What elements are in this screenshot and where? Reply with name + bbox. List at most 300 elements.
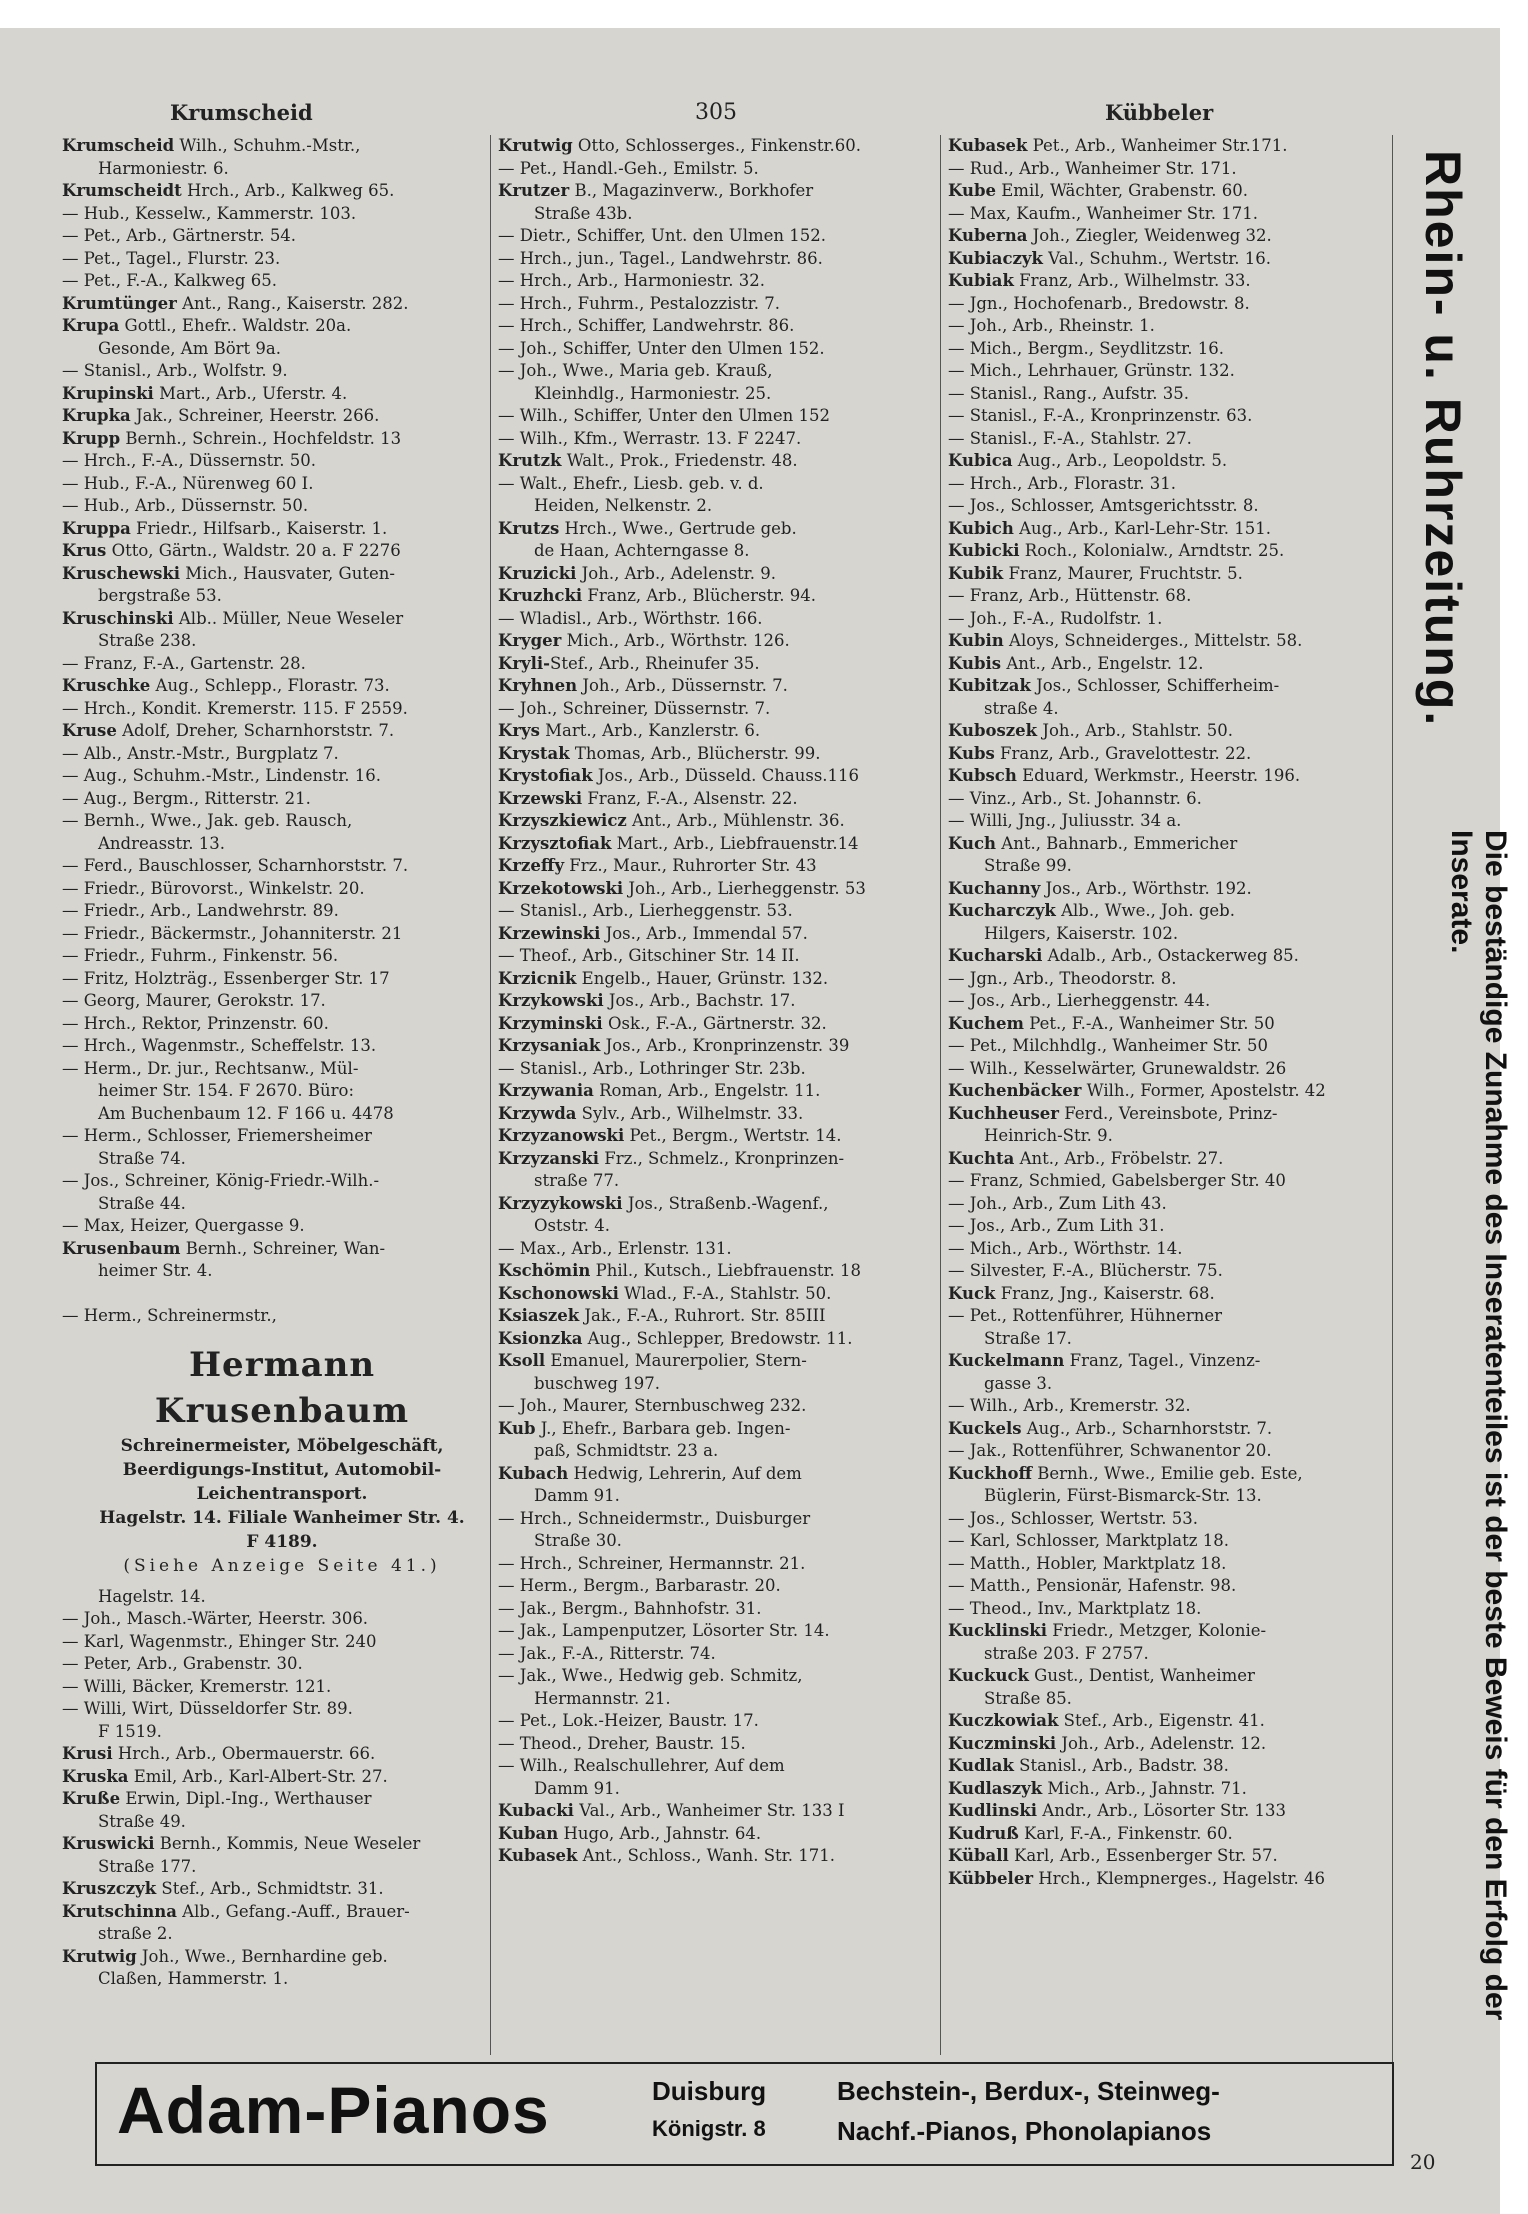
directory-entry <box>498 1395 938 1418</box>
directory-entry <box>62 1631 502 1654</box>
entry-details: Eduard, Werkmstr., Heerstr. 196. <box>1016 766 1301 785</box>
directory-entry <box>948 1643 1388 1666</box>
entry-details: Aug., Schlepp., Florastr. 73. <box>150 676 390 695</box>
directory-entry <box>948 225 1388 248</box>
directory-entry <box>62 855 502 878</box>
entry-surname: Krumtünger <box>62 293 177 313</box>
entry-details: — Vinz., Arb., St. Johannstr. 6. <box>948 788 1202 808</box>
entry-surname: Kucharczyk <box>948 901 1056 920</box>
directory-entry <box>62 315 502 338</box>
entry-details: — Wilh., Arb., Kremerstr. 32. <box>948 1396 1191 1415</box>
entry-details: — Hrch., jun., Tagel., Landwehrstr. 86. <box>498 248 823 268</box>
entry-surname: Kuboszek <box>948 721 1038 740</box>
entry-details: Joh., Ziegler, Weidenweg 32. <box>1027 226 1272 245</box>
entry-surname: Krzykowski <box>498 991 604 1010</box>
entry-surname: Krzyzanski <box>498 1148 600 1168</box>
entry-list-1 <box>62 135 502 1328</box>
entry-surname: Krumscheidt <box>62 181 182 200</box>
entry-surname: Kuchem <box>948 1013 1024 1033</box>
directory-entry <box>62 698 502 721</box>
entry-details: Jos., Schlosser, Schifferheim- <box>1030 676 1280 695</box>
header-right-keyword: Kübbeler <box>1105 100 1214 125</box>
header-left-keyword: Krumscheid <box>170 100 313 125</box>
entry-details: Jak., F.-A., Ruhrort. Str. 85III <box>579 1306 826 1325</box>
entry-details <box>62 1284 67 1303</box>
directory-entry <box>498 788 938 811</box>
directory-entry <box>948 1170 1388 1193</box>
entry-details: — Friedr., Arb., Landwehrstr. 89. <box>62 901 339 920</box>
ad-line: Leichentransport. <box>196 1483 368 1504</box>
directory-entry <box>948 1778 1388 1801</box>
entry-details: Straße 30. <box>534 1531 622 1550</box>
entry-surname: Kubsch <box>948 766 1017 785</box>
entry-surname: Kubiak <box>948 271 1014 290</box>
directory-entry <box>62 990 502 1013</box>
entry-details: Phil., Kutsch., Liebfrauenstr. 18 <box>590 1261 862 1280</box>
directory-entry <box>62 1283 502 1306</box>
entry-surname: Kryger <box>498 631 562 650</box>
entry-details: Jos., Arb., Bachstr. 17. <box>603 991 796 1010</box>
directory-entry <box>498 1575 938 1598</box>
entry-surname: Küball <box>948 1846 1009 1865</box>
directory-entry <box>498 1665 938 1688</box>
entry-details: — Pet., Tagel., Flurstr. 23. <box>62 248 281 268</box>
entry-surname: Kubach <box>498 1463 569 1483</box>
newspaper-slogan: Die beständige Zunahme des Inseratenteiles ist der beste Beweis für den Erfolg der Inserate. <box>1445 830 1512 2021</box>
entry-surname: Kruzicki <box>498 563 577 583</box>
directory-entry <box>948 540 1388 563</box>
directory-entry <box>62 225 502 248</box>
directory-entry <box>948 1733 1388 1756</box>
entry-details: Jos., Arb., Kronprinzenstr. 39 <box>600 1036 850 1055</box>
entry-surname: Kubin <box>948 631 1004 650</box>
directory-entry <box>62 833 502 856</box>
entry-details: — Hrch., Fuhrm., Pestalozzistr. 7. <box>498 293 780 313</box>
directory-entry <box>498 158 938 181</box>
directory-entry <box>948 1463 1388 1486</box>
entry-details: — Hrch., F.-A., Düssernstr. 50. <box>62 451 316 470</box>
directory-entry <box>498 248 938 271</box>
directory-entry <box>948 1148 1388 1171</box>
entry-surname: Krzyminski <box>498 1013 603 1033</box>
entry-surname: Kube <box>948 181 997 200</box>
directory-entry <box>948 585 1388 608</box>
directory-entry <box>498 1013 938 1036</box>
entry-details: heimer Str. 4. <box>98 1261 213 1280</box>
directory-entry <box>62 945 502 968</box>
ad-line: Beerdigungs-Institut, Automobil- <box>122 1459 442 1480</box>
entry-details: Roman, Arb., Engelstr. 11. <box>593 1081 821 1100</box>
entry-details: Alb.. Müller, Neue Weseler <box>173 608 404 628</box>
directory-entry <box>62 788 502 811</box>
entry-details: Aug., Arb., Leopoldstr. 5. <box>1012 451 1228 470</box>
entry-details: Ant., Bahnarb., Emmericher <box>996 833 1238 853</box>
entry-details: Hedwig, Lehrerin, Auf dem <box>568 1463 802 1483</box>
entry-details: — Silvester, F.-A., Blücherstr. 75. <box>948 1261 1223 1280</box>
entry-surname: Kruppa <box>62 518 131 538</box>
directory-entry <box>62 675 502 698</box>
entry-details: — Joh., Maurer, Sternbuschweg 232. <box>498 1396 807 1415</box>
directory-entry <box>62 1676 502 1699</box>
entry-details: Hermannstr. 21. <box>534 1688 671 1708</box>
entry-details: Otto, Gärtn., Waldstr. 20 a. F 2276 <box>106 541 401 560</box>
entry-details: Damm 91. <box>534 1778 620 1798</box>
entry-surname: Kruswicki <box>62 1834 155 1853</box>
directory-entry <box>498 1553 938 1576</box>
entry-surname: Kryhnen <box>498 676 578 695</box>
entry-details: — Hub., Arb., Düssernstr. 50. <box>62 496 309 515</box>
directory-entry <box>498 630 938 653</box>
entry-details: bergstraße 53. <box>98 586 222 605</box>
directory-entry <box>948 1418 1388 1441</box>
piano-brands-line: Bechstein-, Berdux-, Steinweg- <box>837 2076 1220 2106</box>
directory-entry <box>62 360 502 383</box>
directory-entry <box>948 1710 1388 1733</box>
entry-surname: Kucklinski <box>948 1621 1047 1640</box>
entry-details: Franz, Arb., Gravelottestr. 22. <box>994 743 1252 763</box>
entry-details: Straße 17. <box>984 1328 1072 1348</box>
entry-details: Thomas, Arb., Blücherstr. 99. <box>569 743 821 763</box>
entry-details: — Hrch., Schreiner, Hermannstr. 21. <box>498 1553 806 1573</box>
directory-entry <box>948 518 1388 541</box>
entry-details: Adalb., Arb., Ostackerweg 85. <box>1042 946 1299 965</box>
entry-surname: Krupka <box>62 406 131 425</box>
directory-entry <box>62 1788 502 1811</box>
directory-entry <box>948 698 1388 721</box>
entry-list-2 <box>498 135 938 1868</box>
entry-details: Straße 99. <box>984 856 1072 875</box>
entry-details: Franz, Maurer, Fruchtstr. 5. <box>1003 563 1243 583</box>
piano-city: Duisburg <box>652 2076 767 2106</box>
entry-details: — Hrch., Arb., Florastr. 31. <box>948 473 1177 493</box>
directory-entry <box>498 473 938 496</box>
directory-entry <box>62 1013 502 1036</box>
directory-entry <box>62 540 502 563</box>
entry-details: Franz, Jng., Kaiserstr. 68. <box>995 1283 1215 1303</box>
entry-details: — Herm., Schreinermstr., <box>62 1306 277 1325</box>
directory-entry <box>498 338 938 361</box>
directory-entry <box>498 1530 938 1553</box>
entry-details: — Willi, Jng., Juliusstr. 34 a. <box>948 811 1182 830</box>
footer-number: 20 <box>1410 2150 1436 2174</box>
entry-details: — Wilh., Schiffer, Unter den Ulmen 152 <box>498 406 831 425</box>
entry-details: Franz, Tagel., Vinzenz- <box>1064 1351 1261 1370</box>
entry-details: — Jak., Wwe., Hedwig geb. Schmitz, <box>498 1666 803 1685</box>
directory-entry <box>948 1800 1388 1823</box>
directory-entry <box>498 1035 938 1058</box>
entry-surname: Krupp <box>62 428 121 448</box>
entry-details: — Matth., Pensionär, Hafenstr. 98. <box>948 1576 1237 1595</box>
entry-details: — Wilh., Realschullehrer, Auf dem <box>498 1756 785 1775</box>
entry-details: — Jak., Lampenputzer, Lösorter Str. 14. <box>498 1621 830 1640</box>
entry-details: Bernh., Schreiner, Wan- <box>180 1238 386 1258</box>
directory-entry <box>62 1811 502 1834</box>
directory-entry <box>62 1743 502 1766</box>
directory-entry <box>948 900 1388 923</box>
entry-details: — Stanisl., F.-A., Kronprinzenstr. 63. <box>948 406 1253 425</box>
entry-details: — Theod., Inv., Marktplatz 18. <box>948 1598 1202 1618</box>
directory-entry <box>948 743 1388 766</box>
directory-entry <box>62 135 502 158</box>
entry-details: — Franz, Schmied, Gabelsberger Str. 40 <box>948 1171 1286 1190</box>
directory-entry <box>948 1215 1388 1238</box>
entry-details: — Peter, Arb., Grabenstr. 30. <box>62 1654 303 1673</box>
directory-entry <box>498 1688 938 1711</box>
entry-details: Straße 85. <box>984 1688 1072 1708</box>
entry-details: — Stanisl., F.-A., Stahlstr. 27. <box>948 428 1192 448</box>
directory-entry <box>498 1215 938 1238</box>
entry-details: B., Magazinverw., Borkhofer <box>569 181 814 200</box>
entry-details: — Hrch., Rektor, Prinzenstr. 60. <box>62 1013 329 1033</box>
entry-details: Heinrich-Str. 9. <box>984 1126 1113 1145</box>
entry-details: — Stanisl., Rang., Aufstr. 35. <box>948 383 1190 403</box>
directory-entry <box>498 585 938 608</box>
entry-details: Franz, Arb., Wilhelmstr. 33. <box>1013 271 1251 290</box>
directory-entry <box>498 878 938 901</box>
directory-entry <box>498 1778 938 1801</box>
directory-entry <box>62 338 502 361</box>
entry-details: — Rud., Arb., Wanheimer Str. 171. <box>948 158 1237 178</box>
entry-details: Alb., Wwe., Joh. geb. <box>1055 901 1235 920</box>
entry-details: — Matth., Hobler, Marktplatz 18. <box>948 1553 1227 1573</box>
entry-details: — Willi, Wirt, Düsseldorfer Str. 89. <box>62 1699 353 1718</box>
directory-entry <box>498 1733 938 1756</box>
entry-surname: Krupinski <box>62 383 154 403</box>
entry-details: Emanuel, Maurerpolier, Stern- <box>545 1351 807 1370</box>
directory-entry <box>498 810 938 833</box>
entry-details: Gesonde, Am Bört 9a. <box>98 338 281 358</box>
directory-entry <box>498 518 938 541</box>
entry-surname: Kruße <box>62 1789 121 1808</box>
entry-details: — Wilh., Kesselwärter, Grunewaldstr. 26 <box>948 1058 1287 1078</box>
entry-surname: Krusi <box>62 1744 113 1763</box>
directory-entry <box>948 653 1388 676</box>
entry-details: Straße 177. <box>98 1856 197 1876</box>
directory-entry <box>498 270 938 293</box>
entry-details: — Pet., Arb., Gärtnerstr. 54. <box>62 226 297 245</box>
entry-details: Büglerin, Fürst-Bismarck-Str. 13. <box>984 1486 1262 1505</box>
directory-entry <box>62 765 502 788</box>
directory-entry <box>948 990 1388 1013</box>
entry-details: — Herm., Dr. jur., Rechtsanw., Mül- <box>62 1058 359 1078</box>
directory-entry <box>498 495 938 518</box>
entry-details: — Aug., Bergm., Ritterstr. 21. <box>62 788 311 808</box>
directory-entry <box>948 1440 1388 1463</box>
entry-details: Roch., Kolonialw., Arndtstr. 25. <box>1019 541 1285 560</box>
entry-details: Stef., Arb., Rheinufer 35. <box>550 653 760 673</box>
column-divider <box>1392 135 1393 2115</box>
directory-entry <box>498 698 938 721</box>
directory-entry <box>948 563 1388 586</box>
entry-details: Damm 91. <box>534 1486 620 1505</box>
entry-details: — Franz, Arb., Hüttenstr. 68. <box>948 586 1192 605</box>
entry-details: — Jos., Arb., Lierheggenstr. 44. <box>948 991 1211 1010</box>
directory-entry <box>62 585 502 608</box>
entry-details: Val., Schuhm., Wertstr. 16. <box>1042 248 1272 268</box>
directory-entry <box>948 293 1388 316</box>
directory-entry <box>62 293 502 316</box>
entry-details: — Herm., Bergm., Barbarastr. 20. <box>498 1576 781 1595</box>
entry-details: Sylv., Arb., Wilhelmstr. 33. <box>576 1103 804 1123</box>
entry-details: Gust., Dentist, Wanheimer <box>1028 1666 1255 1685</box>
entry-details: — Joh., F.-A., Rudolfstr. 1. <box>948 608 1163 628</box>
entry-details: Hagelstr. 14. <box>98 1586 206 1606</box>
entry-surname: Kruzhcki <box>498 586 583 605</box>
ad-name: Hermann Krusenbaum <box>154 1344 410 1431</box>
entry-details: — Jos., Schlosser, Wertstr. 53. <box>948 1508 1198 1528</box>
entry-details: Ant., Schloss., Wanh. Str. 171. <box>577 1846 835 1865</box>
directory-entry <box>62 563 502 586</box>
directory-entry <box>948 1575 1388 1598</box>
directory-entry <box>62 878 502 901</box>
directory-entry <box>62 630 502 653</box>
entry-details: Oststr. 4. <box>534 1216 611 1235</box>
directory-entry <box>62 1901 502 1924</box>
directory-entry <box>498 1350 938 1373</box>
directory-entry <box>62 1698 502 1721</box>
directory-entry <box>498 1125 938 1148</box>
entry-details: straße 4. <box>984 698 1059 718</box>
directory-entry <box>498 608 938 631</box>
entry-surname: Krzekotowski <box>498 878 624 898</box>
entry-details: — Friedr., Fuhrm., Finkenstr. 56. <box>62 946 339 965</box>
entry-details: Pet., Bergm., Wertstr. 14. <box>624 1126 842 1145</box>
directory-entry <box>948 1665 1388 1688</box>
entry-surname: Kuck <box>948 1283 996 1303</box>
directory-entry <box>498 1418 938 1441</box>
directory-entry <box>62 1721 502 1744</box>
entry-details: Otto, Schlosserges., Finkenstr.60. <box>572 136 862 155</box>
directory-entry <box>948 1350 1388 1373</box>
directory-entry <box>62 1170 502 1193</box>
column-3 <box>948 135 1388 1890</box>
directory-entry <box>948 270 1388 293</box>
entry-details: Joh., Arb., Düssernstr. 7. <box>577 676 788 695</box>
directory-entry <box>948 878 1388 901</box>
directory-entry <box>948 405 1388 428</box>
entry-details: Ant., Arb., Mühlenstr. 36. <box>626 811 845 830</box>
entry-details: Franz, F.-A., Alsenstr. 22. <box>582 788 798 808</box>
entry-surname: Ksoll <box>498 1351 546 1370</box>
entry-details: — Stanisl., Arb., Lothringer Str. 23b. <box>498 1058 806 1078</box>
entry-details: — Jak., Bergm., Bahnhofstr. 31. <box>498 1598 762 1618</box>
directory-entry <box>62 1946 502 1969</box>
directory-entry <box>498 923 938 946</box>
entry-surname: Kubik <box>948 563 1004 583</box>
krusenbaum-advertisement <box>62 1342 502 1578</box>
entry-details: Jos., Straßenb.-Wagenf., <box>622 1193 829 1213</box>
entry-details: Mich., Hausvater, Guten- <box>180 563 395 583</box>
entry-details: Erwin, Dipl.-Ing., Werthauser <box>120 1789 372 1808</box>
entry-details: Stanisl., Arb., Badstr. 38. <box>1013 1756 1229 1775</box>
directory-entry <box>62 923 502 946</box>
entry-details: Straße 74. <box>98 1148 186 1168</box>
directory-entry <box>948 945 1388 968</box>
directory-entry <box>498 1080 938 1103</box>
directory-entry <box>62 810 502 833</box>
entry-details: — Joh., Wwe., Maria geb. Krauß, <box>498 361 773 380</box>
entry-details: Straße 43b. <box>534 203 633 223</box>
directory-entry <box>498 1283 938 1306</box>
entry-surname: Krzicnik <box>498 968 577 988</box>
entry-details: — Pet., F.-A., Kalkweg 65. <box>62 271 277 290</box>
entry-surname: Krzysaniak <box>498 1036 601 1055</box>
entry-details: — Mich., Lehrhauer, Grünstr. 132. <box>948 361 1235 380</box>
entry-surname: Kuberna <box>948 226 1028 245</box>
directory-entry <box>948 1823 1388 1846</box>
entry-details: Joh., Wwe., Bernhardine geb. <box>136 1946 388 1966</box>
directory-entry <box>62 473 502 496</box>
directory-entry <box>498 1620 938 1643</box>
directory-entry <box>948 360 1388 383</box>
entry-surname: Kuczkowiak <box>948 1711 1059 1730</box>
entry-details: Bernh., Schrein., Hochfeldstr. 13 <box>120 428 402 448</box>
directory-entry <box>498 563 938 586</box>
entry-details: — Jos., Schreiner, König-Friedr.-Wilh.- <box>62 1171 380 1190</box>
entry-surname: Kuch <box>948 833 997 853</box>
entry-details: — Hub., Kesselw., Kammerstr. 103. <box>62 203 357 223</box>
entry-details: — Willi, Bäcker, Kremerstr. 121. <box>62 1676 332 1696</box>
directory-entry <box>62 1125 502 1148</box>
directory-entry <box>62 405 502 428</box>
entry-details: Hrch., Arb., Kalkweg 65. <box>181 181 395 200</box>
directory-entry <box>948 428 1388 451</box>
entry-details: Mart., Arb., Uferstr. 4. <box>153 383 348 403</box>
entry-details: — Max., Arb., Erlenstr. 131. <box>498 1238 732 1258</box>
directory-entry <box>948 1328 1388 1351</box>
entry-details: Kleinhdlg., Harmoniestr. 25. <box>534 383 772 403</box>
directory-entry <box>948 1755 1388 1778</box>
entry-details: — Jak., Rottenführer, Schwanentor 20. <box>948 1441 1272 1460</box>
entry-details: Mich., Arb., Jahnstr. 71. <box>1042 1778 1247 1798</box>
entry-details: Andr., Arb., Lösorter Str. 133 <box>1037 1801 1287 1820</box>
entry-details: Stef., Arb., Eigenstr. 41. <box>1058 1711 1265 1730</box>
entry-details: — Mich., Bergm., Seydlitzstr. 16. <box>948 338 1224 358</box>
entry-surname: Kuban <box>498 1823 559 1843</box>
entry-surname: Krzeffy <box>498 856 565 875</box>
entry-surname: Krzywda <box>498 1103 577 1123</box>
entry-details: straße 77. <box>534 1171 620 1190</box>
directory-entry <box>498 675 938 698</box>
piano-street: Königstr. 8 <box>652 2116 766 2141</box>
directory-entry <box>62 203 502 226</box>
entry-details: — Max, Kaufm., Wanheimer Str. 171. <box>948 203 1258 223</box>
directory-entry <box>498 765 938 788</box>
directory-entry <box>948 1283 1388 1306</box>
directory-entry <box>498 203 938 226</box>
directory-entry <box>948 1530 1388 1553</box>
directory-entry <box>948 855 1388 878</box>
entry-details: Jos., Arb., Immendal 57. <box>600 923 808 943</box>
directory-entry <box>948 1395 1388 1418</box>
directory-entry <box>62 1608 502 1631</box>
entry-details: Alb., Gefang.-Auff., Brauer- <box>176 1901 410 1921</box>
directory-entry <box>948 1260 1388 1283</box>
directory-entry <box>62 1878 502 1901</box>
directory-entry <box>62 1058 502 1081</box>
directory-entry <box>948 675 1388 698</box>
entry-surname: Kucharski <box>948 946 1043 965</box>
directory-entry <box>498 1103 938 1126</box>
directory-entry <box>948 1845 1388 1868</box>
ad-line: Hagelstr. 14. Filiale Wanheimer Str. 4. <box>99 1507 465 1528</box>
entry-list-3 <box>948 135 1388 1890</box>
entry-details: — Hrch., Schiffer, Landwehrstr. 86. <box>498 316 795 335</box>
directory-entry <box>498 1823 938 1846</box>
directory-entry <box>62 1305 502 1328</box>
entry-details: — Ferd., Bauschlosser, Scharnhorststr. 7. <box>62 856 409 875</box>
directory-entry <box>498 968 938 991</box>
